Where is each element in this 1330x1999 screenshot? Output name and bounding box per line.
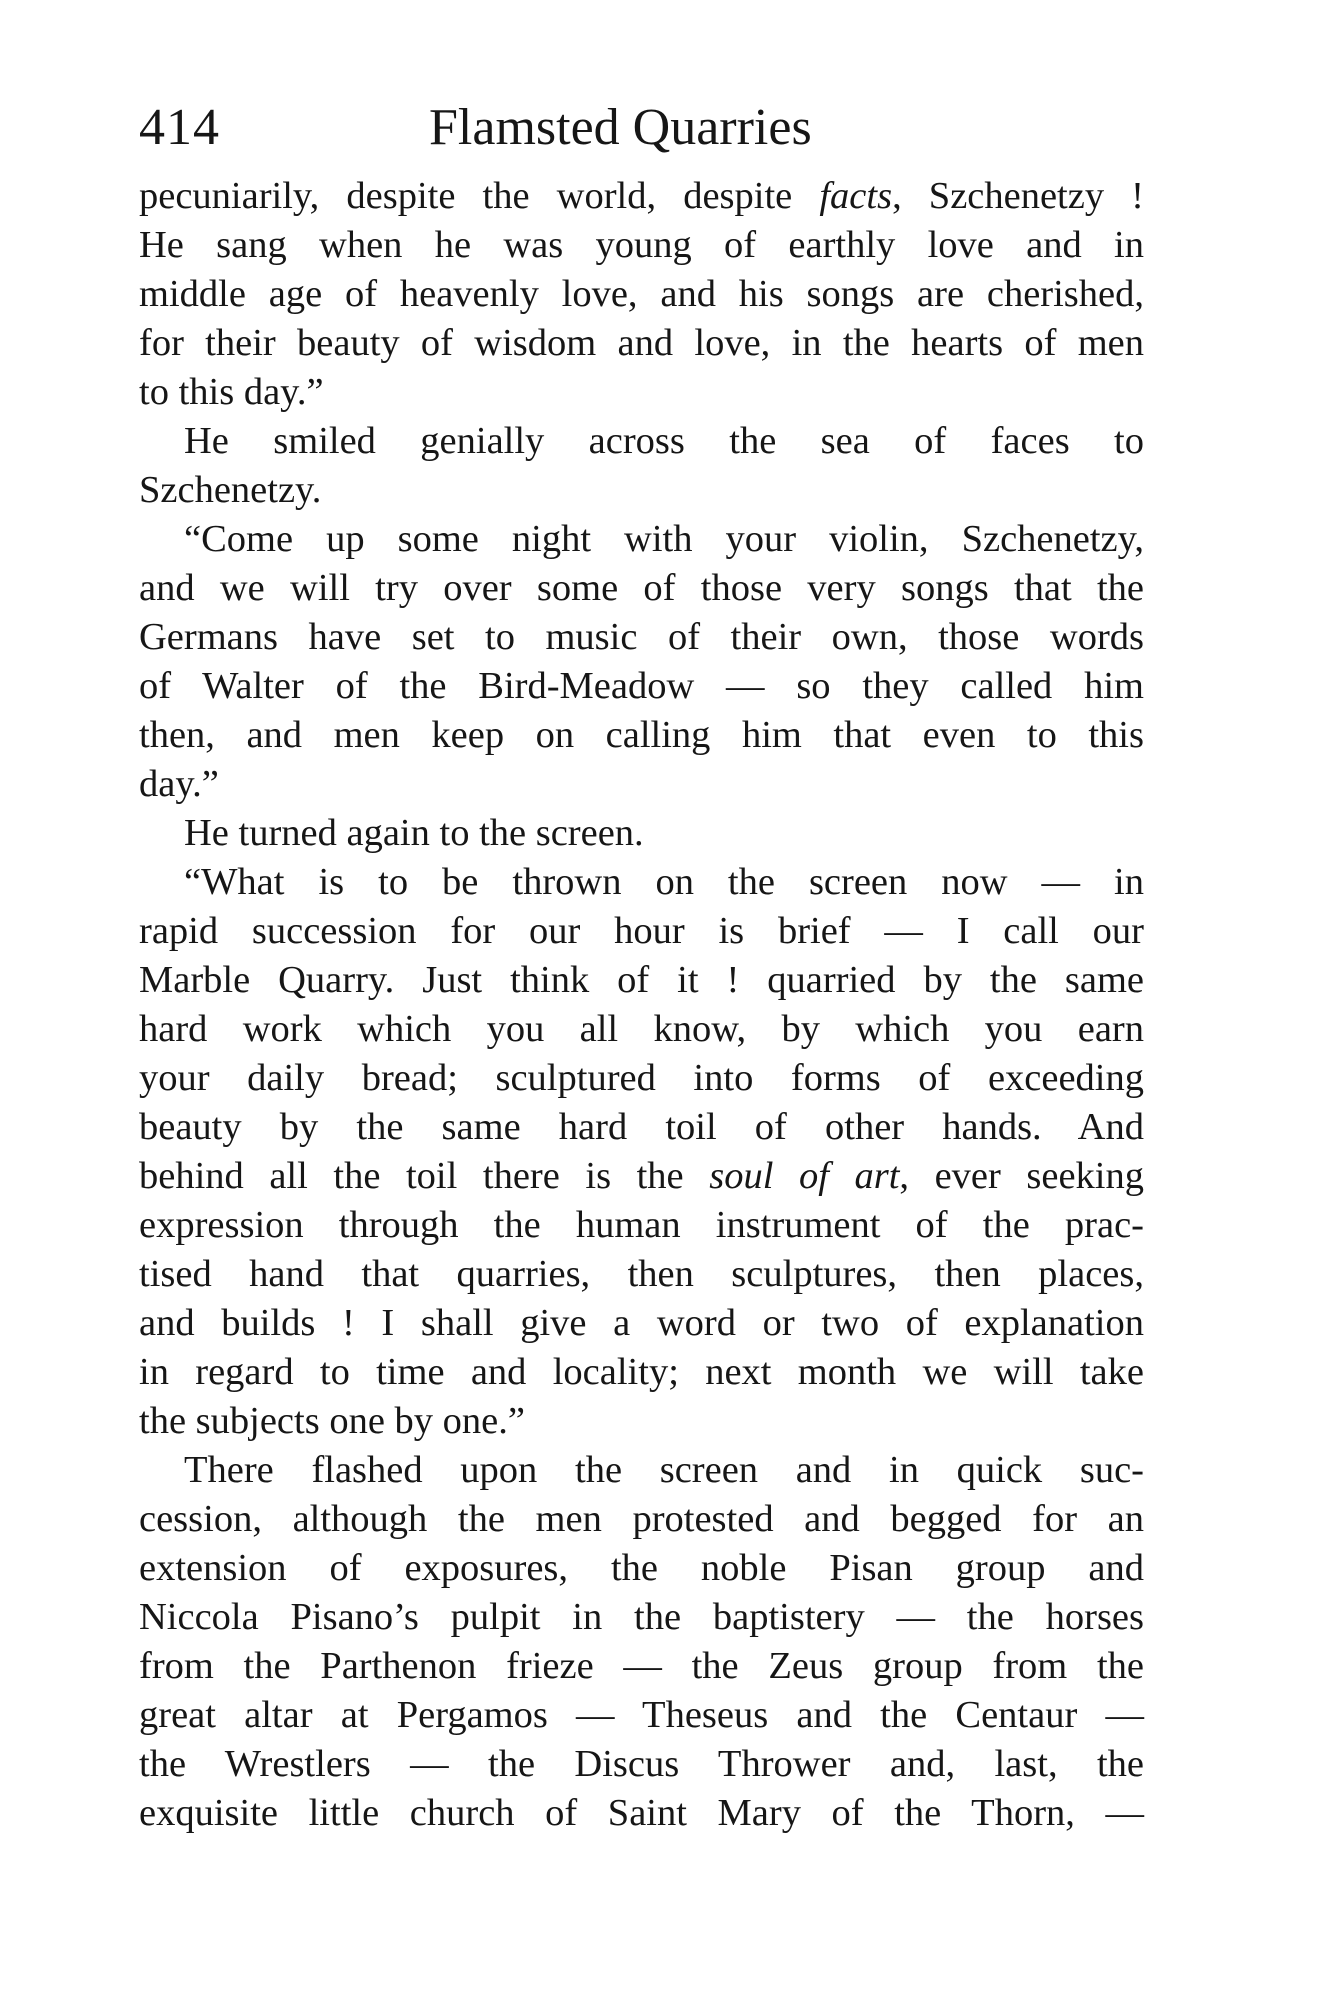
text-line: “Come up some night with your violin, Szchenetzy, bbox=[184, 518, 1144, 560]
text-line: for their beauty of wisdom and love, in the hearts of men bbox=[139, 322, 1144, 364]
text-line: He turned again to the screen. bbox=[184, 812, 644, 854]
text-line: Szchenetzy. bbox=[139, 469, 322, 511]
text-line: your daily bread; sculptured into forms of exceeding bbox=[139, 1057, 1144, 1099]
text-line: to this day.” bbox=[139, 371, 324, 413]
text-line: beauty by the same hard toil of other hands. And bbox=[139, 1106, 1144, 1148]
text-line: Niccola Pisano’s pulpit in the baptistery — the horses bbox=[139, 1596, 1144, 1638]
body-text bbox=[139, 172, 1144, 1838]
text-line: and we will try over some of those very songs that the bbox=[139, 567, 1144, 609]
text-line: rapid succession for our hour is brief — I call our bbox=[139, 910, 1144, 952]
text-line: exquisite little church of Saint Mary of the Thorn, — bbox=[139, 1792, 1144, 1834]
text-line: behind all the toil there is the soul of art, ever seeking bbox=[139, 1155, 1144, 1197]
text-line: then, and men keep on calling him that even to this bbox=[139, 714, 1144, 756]
text-line: day.” bbox=[139, 763, 219, 805]
text-line: from the Parthenon frieze — the Zeus group from the bbox=[139, 1645, 1144, 1687]
text-line: the Wrestlers — the Discus Thrower and, last, the bbox=[139, 1743, 1144, 1785]
page-number: 414 bbox=[139, 99, 220, 156]
text-line: pecuniarily, despite the world, despite facts, Szchenetzy ! bbox=[139, 175, 1144, 217]
text-line: “What is to be thrown on the screen now — in bbox=[184, 861, 1144, 903]
text-line: Marble Quarry. Just think of it ! quarried by the same bbox=[139, 959, 1144, 1001]
text-line: cession, although the men protested and begged for an bbox=[139, 1498, 1144, 1540]
text-line: extension of exposures, the noble Pisan group and bbox=[139, 1547, 1144, 1589]
text-line: great altar at Pergamos — Theseus and the Centaur — bbox=[139, 1694, 1144, 1736]
text-line: tised hand that quarries, then sculptures, then places, bbox=[139, 1253, 1144, 1295]
text-line: and builds ! I shall give a word or two of explanation bbox=[139, 1302, 1144, 1344]
text-line: expression through the human instrument of the prac- bbox=[139, 1204, 1144, 1246]
text-line: There flashed upon the screen and in quick suc- bbox=[184, 1449, 1144, 1491]
text-line: of Walter of the Bird-Meadow — so they called him bbox=[139, 665, 1144, 707]
text-line: the subjects one by one.” bbox=[139, 1400, 525, 1442]
text-line: He sang when he was young of earthly love and in bbox=[139, 224, 1144, 266]
running-title: Flamsted Quarries bbox=[429, 99, 812, 156]
text-line: hard work which you all know, by which you earn bbox=[139, 1008, 1144, 1050]
text-line: middle age of heavenly love, and his songs are cherished, bbox=[139, 273, 1144, 315]
text-line: in regard to time and locality; next month we will take bbox=[139, 1351, 1144, 1393]
text-line: He smiled genially across the sea of faces to bbox=[184, 420, 1144, 462]
page-header bbox=[139, 98, 1144, 170]
text-line: Germans have set to music of their own, those words bbox=[139, 616, 1144, 658]
